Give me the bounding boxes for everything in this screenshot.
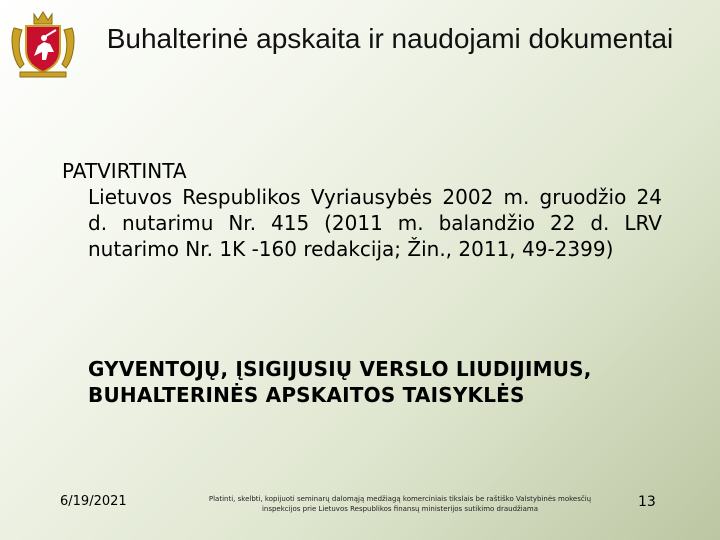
footer-notice: Platinti, skelbti, kopijuoti seminarų dalomąją medžiagą komerciniais tikslais be raštiško Valstybinės mokesčių inspekcijos prie Lietuvos Respublikos finansų ministerijos sutikimo draudžiama bbox=[208, 495, 592, 513]
footer-date: 6/19/2021 bbox=[60, 494, 127, 509]
page-number: 13 bbox=[638, 494, 656, 510]
coat-of-arms-icon bbox=[8, 8, 78, 80]
approval-block bbox=[62, 158, 662, 262]
slide-title: Buhalterinė apskaita ir naudojami dokumentai bbox=[106, 23, 674, 54]
approval-reference: Lietuvos Respublikos Vyriausybės 2002 m. gruodžio 24 d. nutarimu Nr. 415 (2011 m. balandžio 22 d. LRV nutarimo Nr. 1K -160 redakcija; Žin., 2011, 49-2399) bbox=[88, 185, 662, 261]
rules-heading: GYVENTOJŲ, ĮSIGIJUSIŲ VERSLO LIUDIJIMUS, BUHALTERINĖS APSKAITOS TAISYKLĖS bbox=[88, 357, 592, 407]
approved-label: PATVIRTINTA bbox=[62, 159, 187, 183]
